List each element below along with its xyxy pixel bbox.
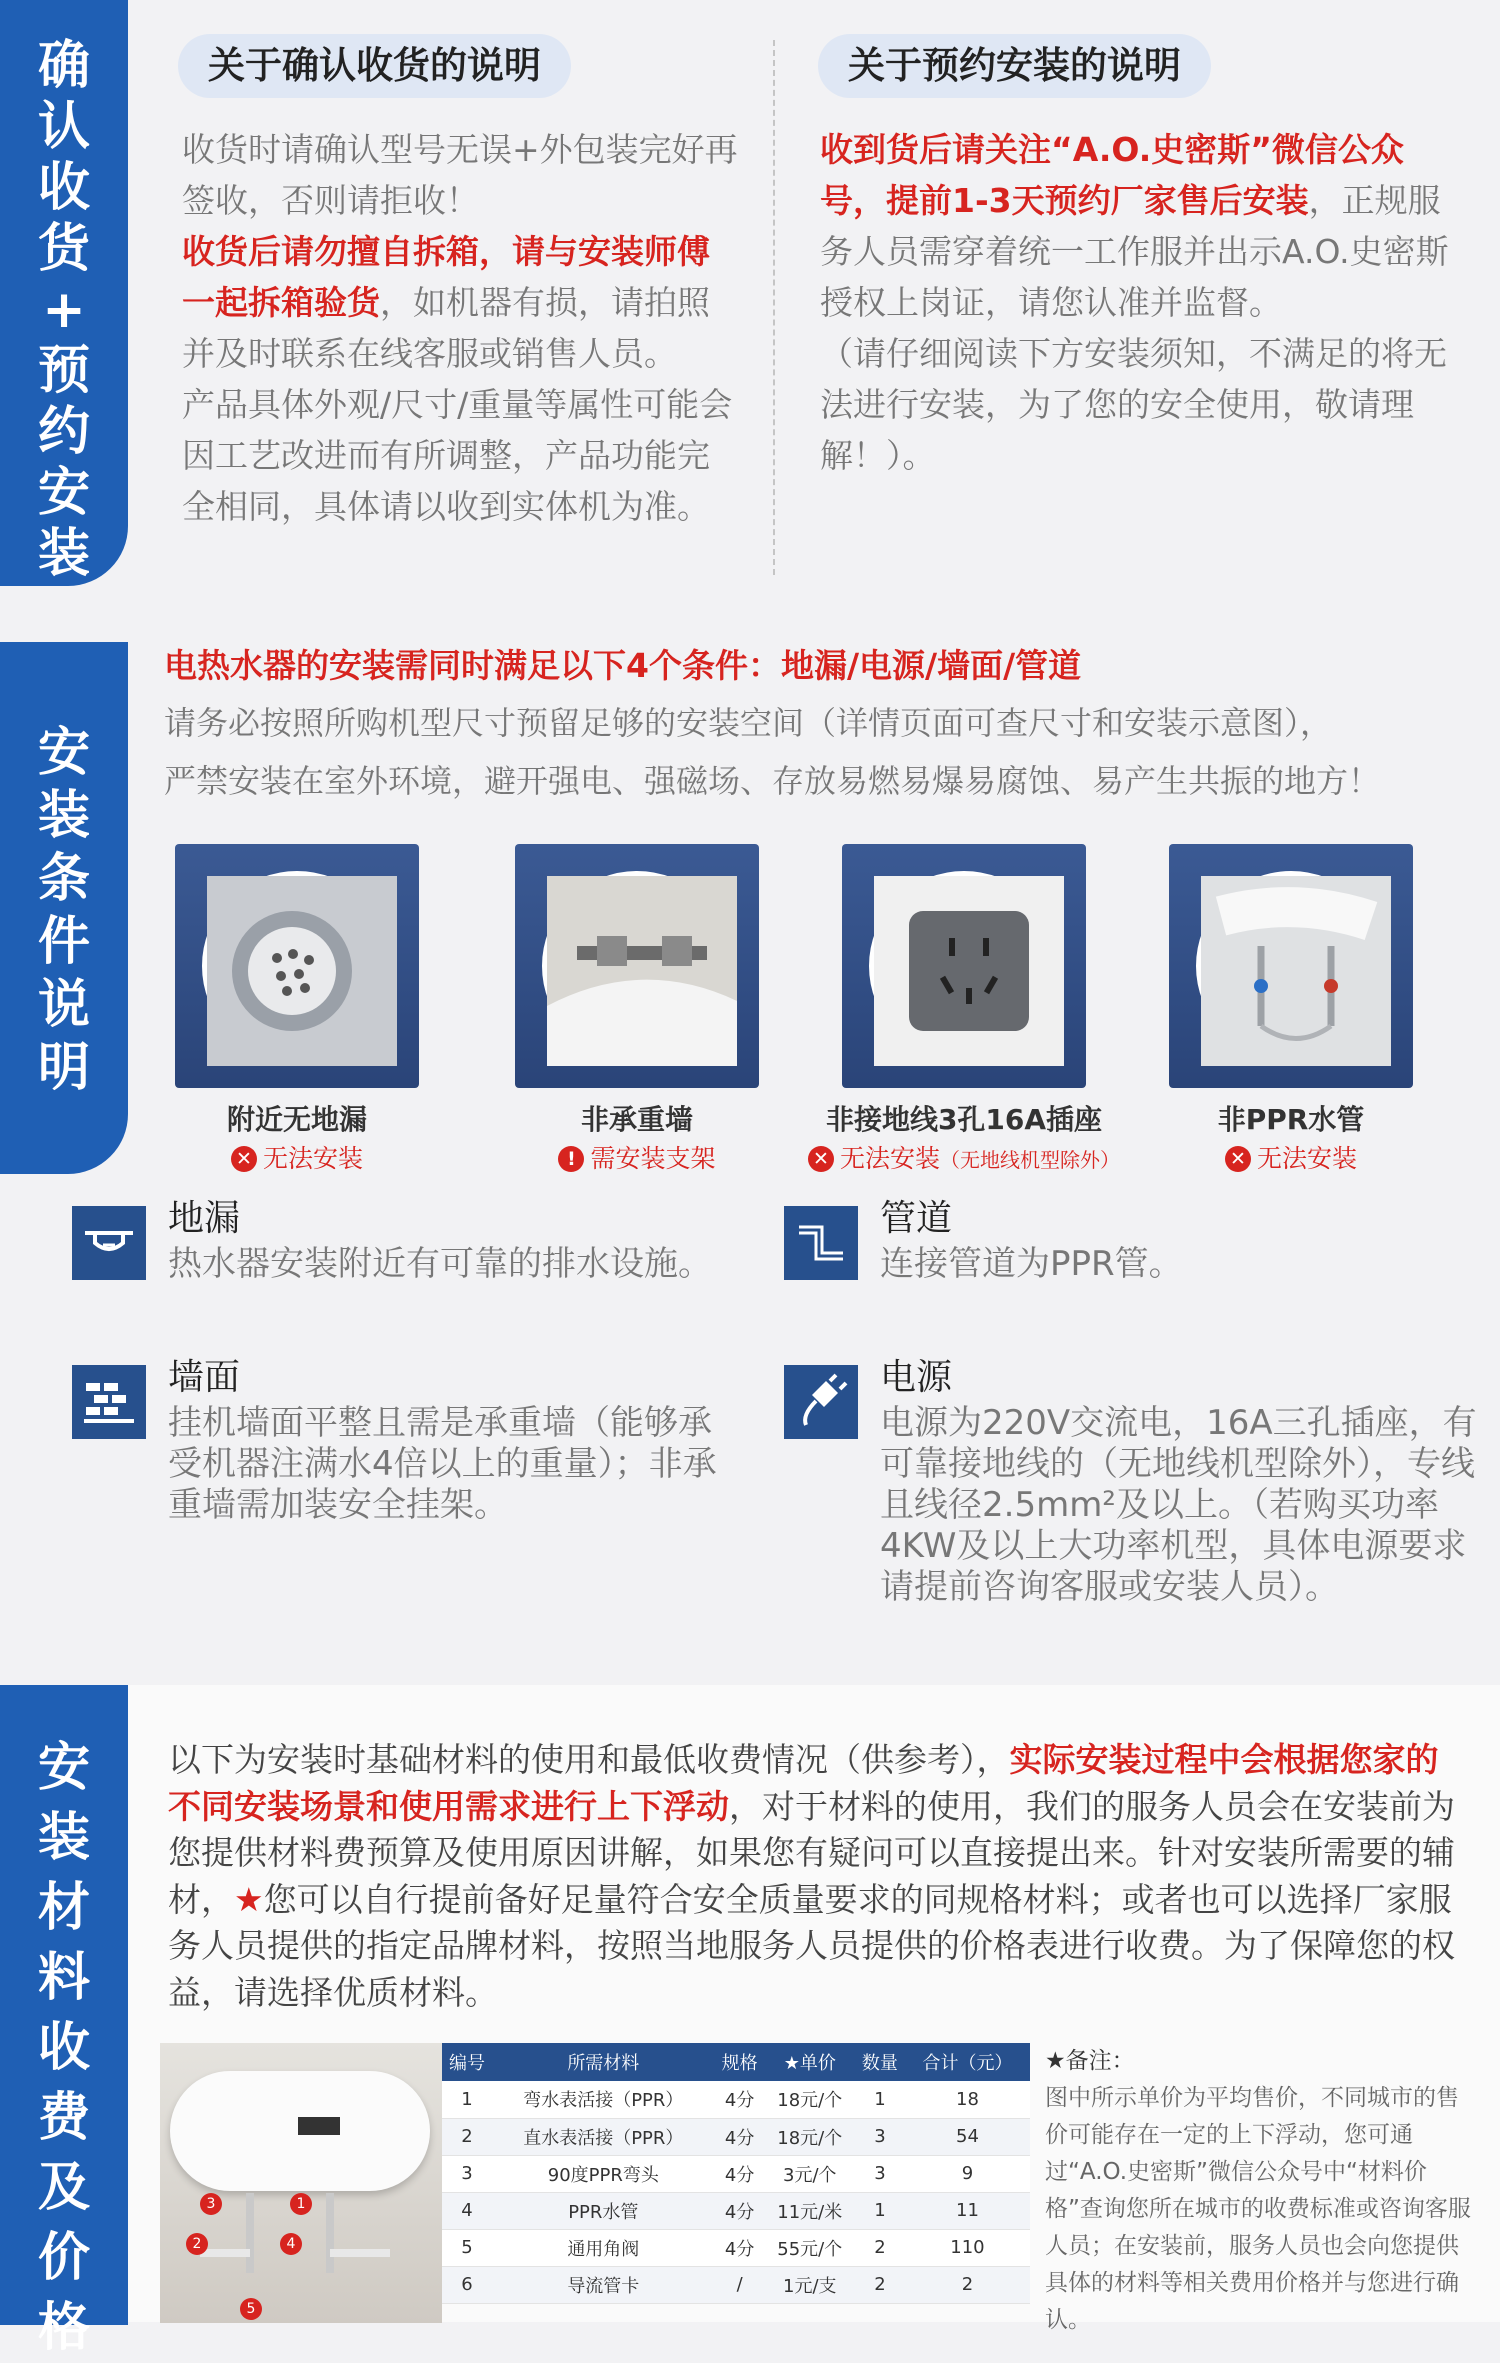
booking-warning: 收到货后请关注“A.O.史密斯”微信公众号，提前1-3天预约厂家售后安装 [820,130,1404,220]
table-row [442,2081,1030,2118]
floor-drain-icon [72,1206,146,1280]
receipt-title: 关于确认收货的说明 [178,34,571,98]
tab-char: 安 [37,463,90,523]
condition-status: ! 需安装支架 [472,1140,802,1178]
condition-card-pipe [1126,1100,1456,1178]
socket-illustration [874,876,1064,1066]
intro-text: 以下为安装时基础材料的使用和最低收费情况（供参考）， [168,1740,1010,1779]
plug-icon [784,1365,858,1439]
side-tab-conditions [0,642,128,1174]
pipe-illustration [1201,876,1391,1066]
water-heater-image [160,2043,442,2323]
table-cell: 1 [442,2081,492,2118]
booking-title: 关于预约安装的说明 [818,34,1211,98]
x-circle-icon: ✕ [231,1146,257,1172]
photo-circle [542,871,732,1061]
pipe-photo [1169,844,1413,1088]
table-cell: 3 [855,2155,905,2192]
table-cell: 6 [442,2266,492,2303]
tab-char: 认 [37,97,90,157]
photo-circle [202,871,392,1061]
requirement-body: 电源为220V交流电，16A三孔插座，有可靠接地线的（无地线机型除外），专线且线径2.5mm²及以上。（若购买功率4KW及以上大功率机型，具体电源要求请提前咨询客服或安装人员）。 [880,1403,1477,1607]
requirement-body: 连接管道为PPR管。 [880,1244,1183,1284]
table-cell: / [715,2266,765,2303]
table-cell: 11 [905,2192,1030,2229]
materials-table [442,2043,1030,2304]
receipt-booking-section [128,0,1500,586]
table-cell: 4分 [715,2155,765,2192]
marker: 5 [240,2298,262,2320]
wall-icon [72,1365,146,1439]
requirement-title: 电源 [880,1357,953,1398]
condition-status: ✕ 无法安装（无地线机型除外） [799,1140,1129,1179]
table-cell: 2 [442,2118,492,2155]
table-cell: 90度PPR弯头 [492,2155,715,2192]
side-tab-receipt-booking [0,0,128,586]
condition-status: ✕ 无法安装 [132,1140,462,1178]
table-cell: 导流管卡 [492,2266,715,2303]
requirement-body: 热水器安装附近有可靠的排水设施。 [168,1244,712,1284]
tab-char: 条 [37,849,90,909]
marker: 1 [290,2193,312,2215]
table-row [442,2192,1030,2229]
tab-char: 货 [37,219,90,279]
table-row [442,2229,1030,2266]
side-tab-materials [0,1685,128,2358]
tab-char: + [42,280,86,340]
materials-section [128,1685,1500,2333]
table-row [442,2266,1030,2303]
tab-char: 装 [37,786,90,846]
table-cell: 3 [855,2118,905,2155]
requirement-title: 管道 [880,1198,953,1239]
tab-char: 料 [37,1948,90,2008]
condition-title: 附近无地漏 [226,1103,367,1136]
table-cell: 弯水表活接（PPR） [492,2081,715,2118]
table-cell: 直水表活接（PPR） [492,2118,715,2155]
x-circle-icon: ✕ [1225,1146,1251,1172]
table-cell: 9 [905,2155,1030,2192]
receipt-p2: ，如机器有损，请拍照并及时联系在线客服或销售人员。 [182,283,710,373]
condition-title: 非承重墙 [580,1103,693,1136]
table-cell: 2 [855,2229,905,2266]
condition-card-wall [472,1100,802,1178]
pipes-illustration [160,2043,442,2323]
tab-char: 约 [37,402,90,462]
condition-status: ✕ 无法安装 [1126,1140,1456,1178]
table-cell: 110 [905,2229,1030,2266]
column-header: 规格 [715,2043,765,2081]
table-row [442,2155,1030,2192]
tab-char: 费 [37,2088,90,2148]
conditions-line: 请务必按照所购机型尺寸预留足够的安装空间（详情页面可查尺寸和安装示意图）， [164,704,1333,742]
table-cell: 18元/个 [765,2118,855,2155]
divider [773,40,775,575]
floor-drain-photo [175,844,419,1088]
tab-char: 安 [37,723,90,783]
table-cell: 4分 [715,2229,765,2266]
requirement-wall [72,1355,717,1555]
requirement-power [784,1355,1484,1675]
tab-char: 收 [37,158,90,218]
wall-bracket-illustration [547,876,737,1066]
tab-char: 格 [37,2298,90,2358]
conditions-title: 电热水器的安装需同时满足以下4个条件：地漏/电源/墙面/管道 [164,646,1082,685]
table-cell: 5 [442,2229,492,2266]
receipt-warning: 收货后请勿擅自拆箱，请与安装师傅一起拆箱验货 [182,232,710,322]
table-header-row [442,2043,1030,2081]
table-cell: 2 [905,2266,1030,2303]
note-title: ★备注： [1045,2048,1135,2074]
exclamation-circle-icon: ! [558,1146,584,1172]
floor-drain-illustration [207,876,397,1066]
tab-char: 价 [37,2228,90,2288]
photo-circle [869,871,1059,1061]
star-icon: ★ [234,1879,264,1919]
column-header: 合计（元） [905,2043,1030,2081]
table-cell: 55元/个 [765,2229,855,2266]
condition-card-drain [132,1100,462,1178]
requirement-body: 挂机墙面平整且需是承重墙（能够承受机器注满水4倍以上的重量）；非承重墙需加装安全挂架。 [168,1403,717,1525]
tab-char: 预 [37,341,90,401]
column-header: 所需材料 [492,2043,715,2081]
requirement-pipe [784,1196,1484,1316]
booking-text [820,124,1450,481]
condition-title: 非接地线3孔16A插座 [825,1103,1103,1136]
table-cell: 4分 [715,2081,765,2118]
note-body: 图中所示单价为平均售价，不同城市的售价可能存在一定的上下浮动，您可通过“A.O.史密斯”微信公众号中“材料价格”查询您所在城市的收费标准或咨询客服人员；在安装前，服务人员也会向您提供具体的材料等相关费用价格并与您进行确认。 [1045,2085,1471,2333]
table-cell: 4分 [715,2118,765,2155]
table-row [442,2118,1030,2155]
materials-intro [168,1737,1468,2016]
table-cell: 3元/个 [765,2155,855,2192]
condition-card-socket [799,1100,1129,1179]
booking-p2: （请仔细阅读下方安装须知，不满足的将无法进行安装，为了您的安全使用，敬请理解！）。 [820,334,1447,475]
column-header: 编号 [442,2043,492,2081]
column-header: ★单价 [765,2043,855,2081]
table-cell: 4 [442,2192,492,2229]
table-cell: 1元/支 [765,2266,855,2303]
tab-char: 明 [37,1038,90,1098]
table-cell: 54 [905,2118,1030,2155]
tab-char: 装 [37,524,90,584]
condition-note: （无地线机型除外） [940,1148,1120,1172]
materials-note [1031,2043,1471,2339]
table-cell: 2 [855,2266,905,2303]
tab-char: 安 [37,1738,90,1798]
table-cell: 18 [905,2081,1030,2118]
tab-char: 说 [37,975,90,1035]
marker: 4 [280,2233,302,2255]
intro-text: ，对于材料的使用，我们的服务人员会在安装前为您提供材料费预算及使用原因讲解，如果您有疑问可以直接提出来。针对安装所需要的辅材， [168,1786,1455,1919]
receipt-p1: 收货时请确认型号无误+外包装完好再签收，否则请拒收！ [182,130,738,220]
receipt-p3: 产品具体外观/尺寸/重量等属性可能会因工艺改进而有所调整，产品功能完全相同，具体请以收到实体机为准。 [182,385,733,526]
requirement-drain [72,1196,712,1316]
requirement-title: 地漏 [168,1198,241,1239]
x-circle-icon: ✕ [808,1146,834,1172]
pipe-icon [784,1206,858,1280]
table-cell: 18元/个 [765,2081,855,2118]
receipt-text [182,124,742,532]
tab-char: 件 [37,912,90,972]
tab-char: 确 [37,36,90,96]
marker: 2 [186,2233,208,2255]
conditions-line: 严禁安装在室外环境，避开强电、强磁场、存放易燃易爆易腐蚀、易产生共振的地方！ [164,762,1381,800]
table-cell: 1 [855,2081,905,2118]
table-cell: PPR水管 [492,2192,715,2229]
tab-char: 收 [37,2018,90,2078]
table-cell: 3 [442,2155,492,2192]
table-cell: 4分 [715,2192,765,2229]
requirement-title: 墙面 [168,1357,241,1398]
tab-char: 装 [37,1808,90,1868]
intro-text: 您可以自行提前备好足量符合安全质量要求的同规格材料；或者也可以选择厂家服务人员提供的指定品牌材料，按照当地服务人员提供的价格表进行收费。为了保障您的权益，请选择优质材料。 [168,1879,1455,2012]
socket-photo [842,844,1086,1088]
condition-title: 非PPR水管 [1217,1103,1365,1136]
table-cell: 11元/米 [765,2192,855,2229]
photo-circle [1196,871,1386,1061]
tab-char: 材 [37,1878,90,1938]
booking-p1: ，正规服务人员需穿着统一工作服并出示A.O.史密斯授权上岗证，请您认准并监督。 [820,181,1449,322]
table-cell: 通用角阀 [492,2229,715,2266]
wall-photo [515,844,759,1088]
tab-char: 及 [37,2158,90,2218]
column-header: 数量 [855,2043,905,2081]
marker: 3 [200,2193,222,2215]
table-cell: 1 [855,2192,905,2229]
intro-warning: 实际安装过程中会根据您家的不同安装场景和使用需求进行上下浮动 [168,1740,1439,1826]
